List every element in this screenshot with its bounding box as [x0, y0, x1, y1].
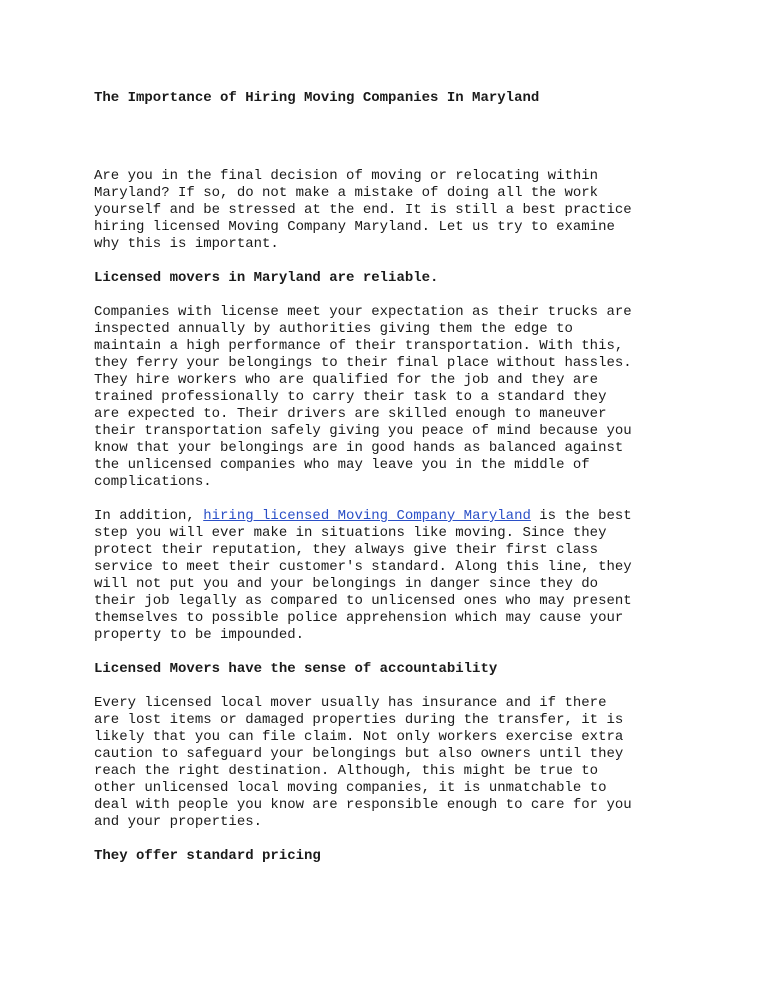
text-line: are expected to. Their drivers are skilled enough to maneuver — [94, 406, 607, 422]
text-line — [94, 508, 684, 525]
text-line: caution to safeguard your belongings but also owners until they — [94, 746, 624, 762]
text-line: the unlicensed companies who may leave you in the middle of — [94, 457, 590, 473]
intro-paragraph — [94, 168, 684, 253]
moving-company-link[interactable]: hiring licensed Moving Company Maryland — [203, 508, 531, 524]
text-line: maintain a high performance of their transportation. With this, — [94, 338, 624, 354]
text-line: step you will ever make in situations like moving. Since they — [94, 525, 607, 541]
reliable-paragraph — [94, 304, 684, 491]
accountability-paragraph — [94, 695, 684, 831]
text-line: know that your belongings are in good hands as balanced against — [94, 440, 624, 456]
text-line: complications. — [94, 474, 212, 490]
in-addition-paragraph — [94, 508, 684, 644]
text-line: why this is important. — [94, 236, 279, 252]
text-line: and your properties. — [94, 814, 263, 830]
text-fragment: is the best — [530, 508, 632, 524]
text-line: themselves to possible police apprehension which may cause your — [94, 610, 624, 626]
text-line: Are you in the final decision of moving or relocating within — [94, 168, 599, 184]
document-body — [94, 90, 684, 882]
text-line: hiring licensed Moving Company Maryland. Let us try to examine — [94, 219, 615, 235]
text-line: other unlicensed local moving companies, it is unmatchable to — [94, 780, 607, 796]
text-line: their transportation safely giving you peace of mind because you — [94, 423, 632, 439]
text-line: deal with people you know are responsible enough to care for you — [94, 797, 632, 813]
text-line: their job legally as compared to unlicensed ones who may present — [94, 593, 632, 609]
text-line: are lost items or damaged properties during the transfer, it is — [94, 712, 624, 728]
document-title: The Importance of Hiring Moving Companies In Maryland — [94, 90, 540, 106]
text-line: service to meet their customer's standard. Along this line, they — [94, 559, 632, 575]
text-line: likely that you can file claim. Not only workers exercise extra — [94, 729, 624, 745]
text-line: reach the right destination. Although, this might be true to — [94, 763, 599, 779]
text-line: Every licensed local mover usually has insurance and if there — [94, 695, 607, 711]
text-line: they ferry your belongings to their final place without hassles. — [94, 355, 632, 371]
text-line: trained professionally to carry their task to a standard they — [94, 389, 607, 405]
text-line: Maryland? If so, do not make a mistake of doing all the work — [94, 185, 599, 201]
text-line: Companies with license meet your expectation as their trucks are — [94, 304, 632, 320]
text-line: will not put you and your belongings in danger since they do — [94, 576, 599, 592]
section-heading-pricing: They offer standard pricing — [94, 848, 321, 864]
text-line: inspected annually by authorities giving them the edge to — [94, 321, 573, 337]
section-heading-accountability: Licensed Movers have the sense of accountability — [94, 661, 498, 677]
text-line: protect their reputation, they always give their first class — [94, 542, 599, 558]
text-line: property to be impounded. — [94, 627, 305, 643]
text-fragment: In addition, — [94, 508, 204, 524]
section-heading-reliable: Licensed movers in Maryland are reliable. — [94, 270, 439, 286]
text-line: yourself and be stressed at the end. It is still a best practice — [94, 202, 632, 218]
text-line: They hire workers who are qualified for the job and they are — [94, 372, 599, 388]
